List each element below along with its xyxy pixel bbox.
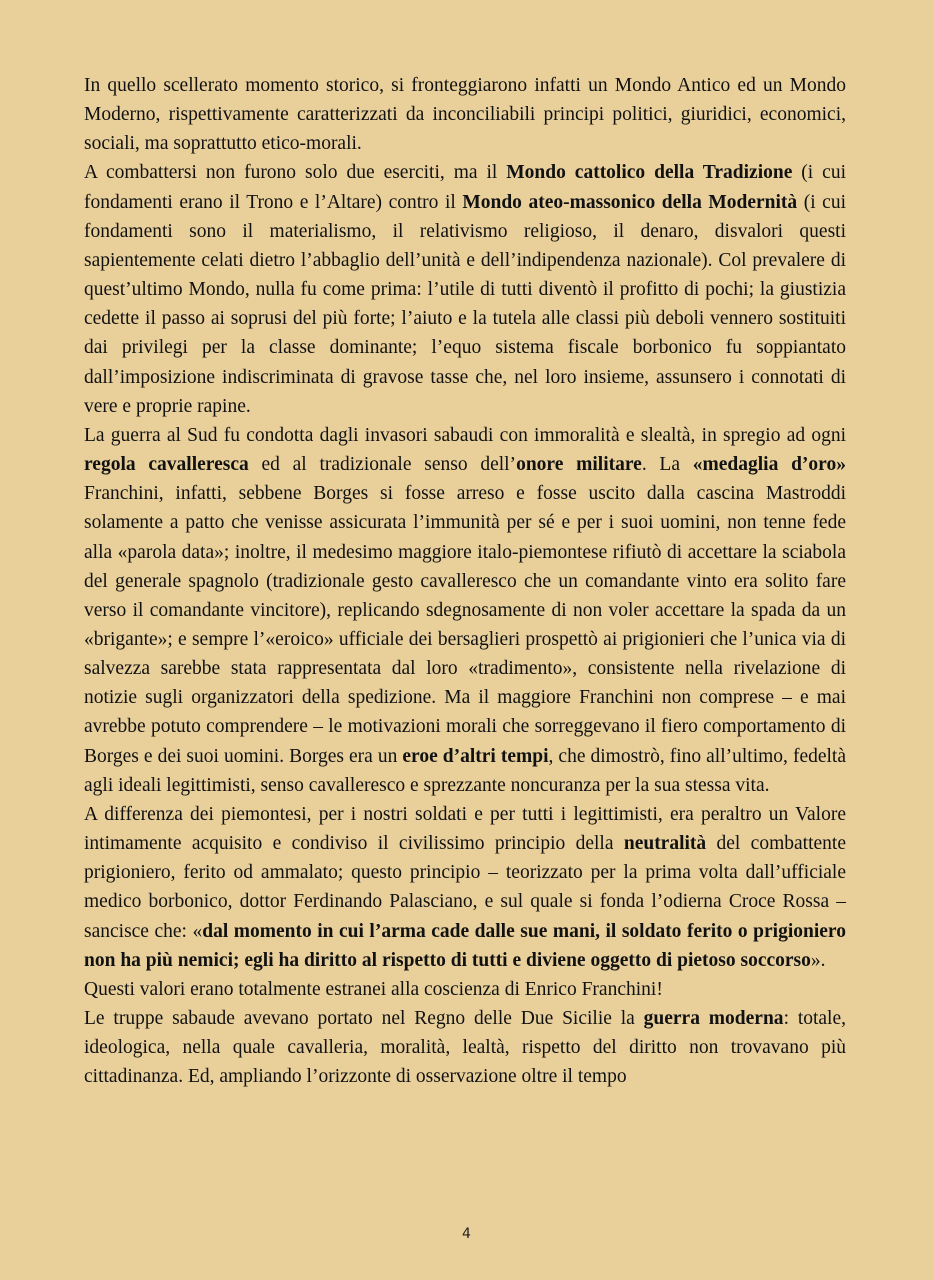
text-run: del combattente prigioniero, ferito od ammalato; questo principio – teorizzato per la prima volta dall’ufficiale medico borbonico, dottor Ferdinando Palasciano, e sul quale si fonda l’odierna Croce Rossa – sancisce che: « (84, 833, 846, 942)
text-run: (i cui fondamenti sono il materialismo, il relativismo religioso, il denaro, disvalori questi sapientemente celati dietro l’abbaglio dell’unità e dell’indipendenza nazionale). Col prevalere di quest’ultimo Mondo, nulla fu come prima: l’utile di tutti diventò il profitto di pochi; la giustizia cedette il passo ai soprusi del più forte; l’aiuto e la tutela alle classi più deboli vennero sostituiti dai privilegi per la classe dominante; l’equo sistema fiscale borbonico fu soppiantato dall’imposizione indiscriminata di gravose tasse che, nel loro insieme, assunsero i connotati di vere e proprie rapine. (84, 191, 847, 417)
page-number: 4 (462, 1226, 471, 1242)
bold-text-run: «medaglia d’oro» (692, 454, 846, 476)
text-run: A combattersi non furono solo due eserciti, ma il (84, 162, 507, 184)
paragraph (84, 421, 846, 800)
text-run: In quello scellerato momento storico, si fronteggiarono infatti un Mondo Antico ed un Mondo Moderno, rispettivamente caratterizzati da inconciliabili principi politici, giuridici, economici, sociali, ma soprattutto etico-morali. (84, 75, 846, 155)
text-run: La guerra al Sud fu condotta dagli invasori sabaudi con immoralità e slealtà, in spregio ad ogni (84, 424, 846, 446)
bold-text-run: regola cavalleresca (84, 454, 249, 476)
bold-text-run: onore militare (516, 454, 642, 476)
bold-text-run: neutralità (623, 833, 707, 855)
text-run: A differenza dei piemontesi, per i nostri soldati e per tutti i legittimisti, era peraltro un Valore intimamente acquisito e condiviso il civilissimo principio della (84, 803, 846, 855)
paragraph (84, 158, 846, 420)
text-run: ». (810, 949, 826, 971)
text-run: , che dimostrò, fino all’ultimo, fedeltà agli ideali legittimisti, senso cavalleresco e sprezzante noncuranza per la sua stessa vita. (84, 745, 847, 796)
text-run: ed al tradizionale senso dell’ (248, 454, 517, 476)
paragraph (84, 800, 846, 975)
bold-text-run: guerra moderna (643, 1008, 784, 1029)
bold-text-run: eroe d’altri tempi (402, 745, 549, 767)
bold-text-run: Mondo cattolico della Tradizione (506, 162, 793, 184)
paragraph (84, 1004, 846, 1091)
paragraph (84, 71, 846, 158)
text-run: Le truppe sabaude avevano portato nel Regno delle Due Sicilie la (84, 1008, 644, 1029)
text-run: (i cui fondamenti erano il Trono e l’Altare) contro il (84, 162, 846, 213)
bold-text-run: dal momento in cui l’arma cade dalle sue mani, il soldato ferito o prigioniero non ha più nemici; egli ha diritto al rispetto di tutti e diviene oggetto di pietoso soccorso (84, 920, 846, 971)
document-body (84, 71, 846, 1091)
text-run: . La (641, 454, 693, 476)
text-run: : totale, ideologica, nella quale cavalleria, moralità, lealtà, rispetto del diritto non trovavano più cittadinanza. Ed, ampliando l’orizzonte di osservazione oltre il tempo (84, 1008, 847, 1088)
bold-text-run: Mondo ateo-massonico della Modernità (462, 191, 798, 213)
text-run: Questi valori erano totalmente estranei alla coscienza di Enrico Franchini! (84, 978, 663, 1000)
text-run: Franchini, infatti, sebbene Borges si fosse arreso e fosse uscito dalla cascina Mastroddi solamente a patto che venisse assicurata l’immunità per sé e per i suoi uomini, non tenne fede alla «parola data»; inoltre, il medesimo maggiore italo-piemontese rifiutò di accettare la sciabola del generale spagnolo (tradizionale gesto cavalleresco che un comandante vinto era solito fare verso il comandante vincitore), replicando sdegnosamente di non voler accettare la spada da un «brigante»; e sempre l’«eroico» ufficiale dei bersaglieri prospettò ai prigionieri che l’unica via di salvezza sarebbe stata rappresentata dal loro «tradimento», consistente nella rivelazione di notizie sugli organizzatori della spedizione. Ma il maggiore Franchini non comprese – e mai avrebbe potuto comprendere – le motivazioni morali che sorreggevano il fiero comportamento di Borges e dei suoi uomini. Borges era un (84, 483, 846, 767)
paragraph (84, 975, 846, 1004)
